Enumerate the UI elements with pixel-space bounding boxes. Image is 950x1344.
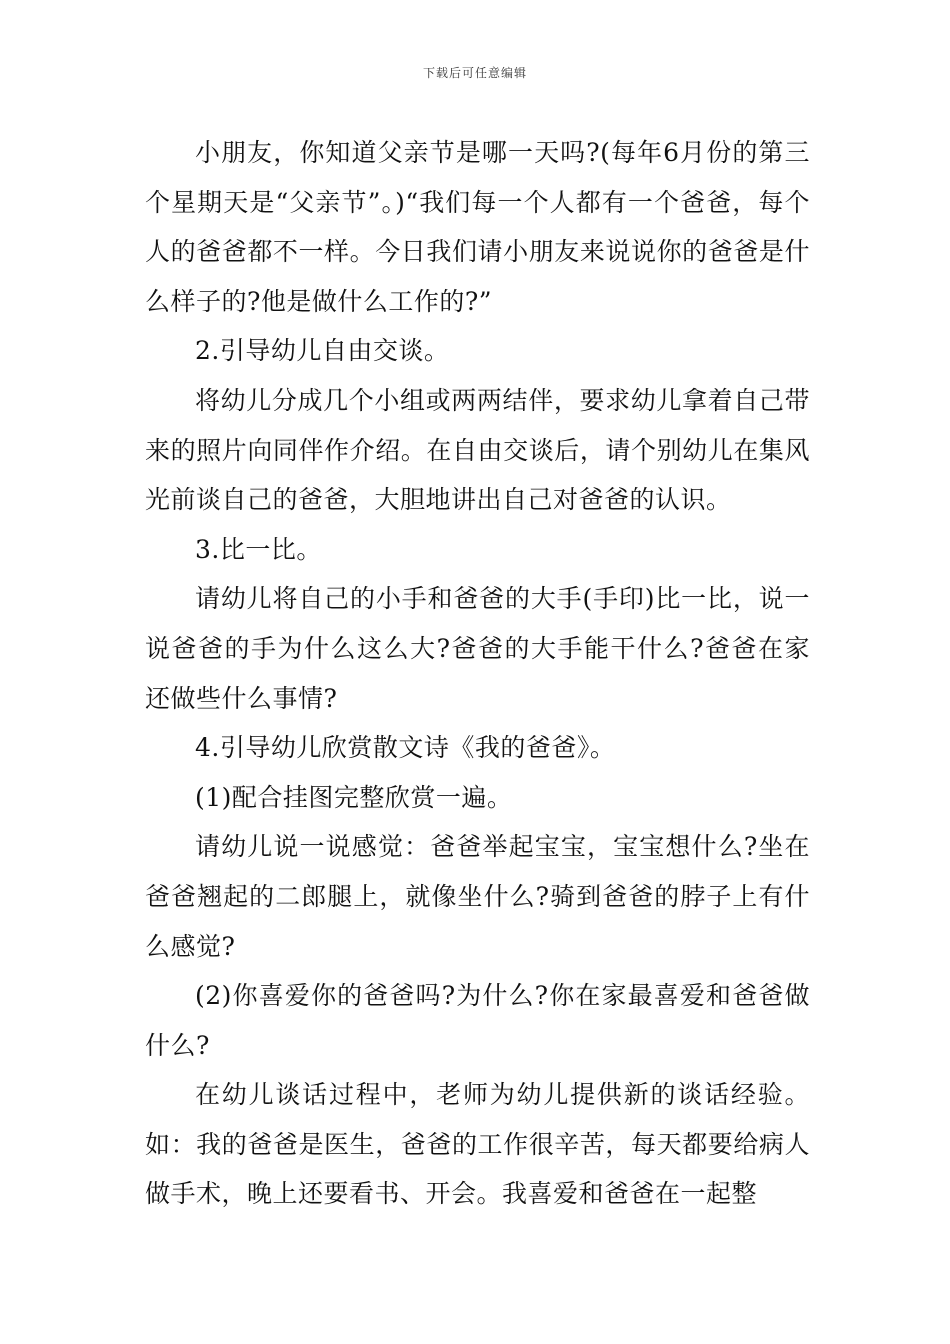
paragraph-step-2-heading: 2.引导幼儿自由交谈。 (195, 336, 450, 366)
header-note: 下载后可任意编辑 (422, 66, 527, 80)
paragraph-feelings-questions: 请幼儿说一说感觉：爸爸举起宝宝，宝宝想什么?坐在爸爸翘起的二郎腿上，就像坐什么?骑到爸爸的脖子上有什么感觉? (145, 832, 810, 961)
document-body (145, 128, 810, 1219)
paragraph-step-4-heading: 4.引导幼儿欣赏散文诗《我的爸爸》。 (195, 733, 616, 763)
paragraph-compare-hands: 请幼儿将自己的小手和爸爸的大手(手印)比一比，说一说爸爸的手为什么这么大?爸爸的大手能干什么?爸爸在家还做些什么事情? (145, 584, 810, 713)
paragraph-teacher-guidance: 在幼儿谈话过程中，老师为幼儿提供新的谈话经验。如：我的爸爸是医生，爸爸的工作很辛苦，每天都要给病人做手术，晚上还要看书、开会。我喜爱和爸爸在一起整 (145, 1080, 810, 1209)
paragraph-step-3-heading: 3.比一比。 (195, 534, 322, 564)
paragraph-intro-question: 小朋友，你知道父亲节是哪一天吗?(每年6月份的第三个星期天是“父亲节”。)“我们每一个人都有一个爸爸，每个人的爸爸都不一样。今日我们请小朋友来说说你的爸爸是什么样子的?他是做什么工作的?” (145, 138, 810, 316)
paragraph-substep-1: (1)配合挂图完整欣赏一遍。 (195, 782, 513, 812)
paragraph-substep-2: (2)你喜爱你的爸爸吗?为什么?你在家最喜爱和爸爸做什么? (145, 981, 810, 1060)
paragraph-group-discussion: 将幼儿分成几个小组或两两结伴，要求幼儿拿着自己带来的照片向同伴作介绍。在自由交谈后，请个别幼儿在集风光前谈自己的爸爸，大胆地讲出自己对爸爸的认识。 (145, 385, 810, 515)
